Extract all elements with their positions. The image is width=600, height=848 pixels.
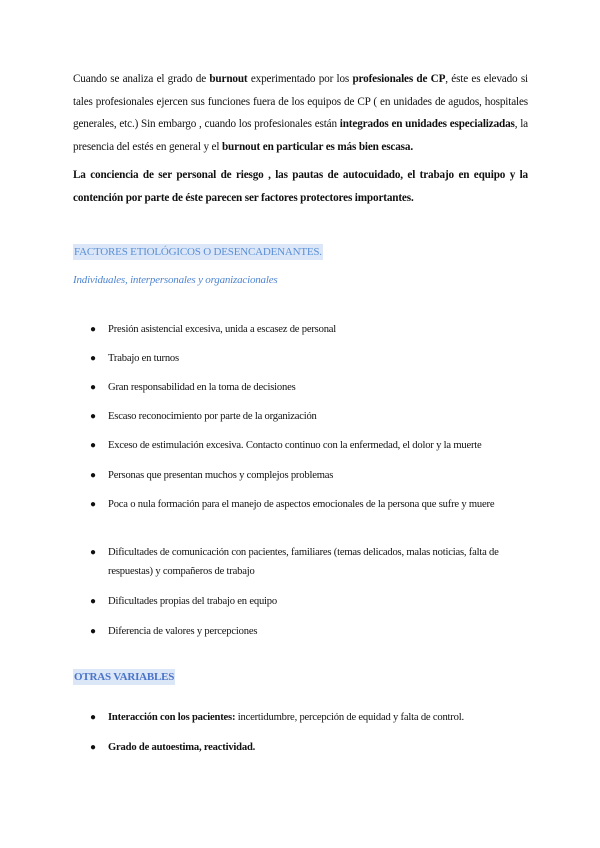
list-item-bold: Grado de autoestima, reactividad. <box>108 742 256 753</box>
bullet-icon: ● <box>90 411 96 422</box>
bullet-icon: ● <box>90 596 96 607</box>
list-item <box>90 320 528 339</box>
intro-paragraph <box>73 68 528 158</box>
bullet-icon: ● <box>90 547 96 558</box>
list-item-text: Escaso reconocimiento por parte de la organización <box>108 411 317 422</box>
list-item-text: Diferencia de valores y percepciones <box>108 626 258 637</box>
bullet-icon: ● <box>90 712 96 723</box>
intro-text-2: experimentado por los <box>247 73 353 85</box>
intro-bold-burnout-escasa: burnout en particular es más bien escasa. <box>221 140 413 153</box>
intro-text-4: , la presencia del estés en general y el <box>73 118 528 153</box>
bullet-icon: ● <box>90 382 96 393</box>
list-item <box>90 543 528 581</box>
bullet-icon: ● <box>90 324 96 335</box>
list-item-text: Dificultades propias del trabajo en equipo <box>108 596 277 607</box>
bullet-icon: ● <box>90 440 96 451</box>
list-item <box>90 495 528 514</box>
list-item <box>90 592 528 611</box>
list-item <box>90 708 528 727</box>
list-item <box>90 738 528 757</box>
bullet-icon: ● <box>90 499 96 510</box>
intro-bold-profesionales: profesionales de CP <box>352 73 446 85</box>
list-item-text: incertidumbre, percepción de equidad y falta de control. <box>235 712 464 723</box>
list-item-text: Dificultades de comunicación con pacientes, familiares (temas delicados, malas noticias, falta de respuestas) y compañeros de trabajo <box>108 547 499 577</box>
list-item-text: Poca o nula formación para el manejo de aspectos emocionales de la persona que sufre y muere <box>108 499 495 510</box>
section-heading-otras-variables: OTRAS VARIABLES <box>74 671 175 683</box>
list-item <box>90 378 528 397</box>
list-item-text: Presión asistencial excesiva, unida a escasez de personal <box>108 324 337 335</box>
section-subtitle: Individuales, interpersonales y organizacionales <box>73 274 278 286</box>
list-item <box>90 622 528 641</box>
list-item-bold: Interacción con los pacientes: <box>108 712 236 723</box>
bullet-icon: ● <box>90 626 96 637</box>
intro-bold-burnout: burnout <box>209 73 248 85</box>
intro-text-3: , éste es elevado si tales profesionales ejercen sus funciones fuera de los equipos de CP ( en unidades de agudos, hospitales generales, etc.) Sin embargo , cuando los profesionales están <box>73 73 528 130</box>
list-item <box>90 407 528 426</box>
bullet-icon: ● <box>90 353 96 364</box>
intro-bold-integrados: integrados en unidades especializadas <box>339 118 515 130</box>
protective-factors-text: La conciencia de ser personal de riesgo , las pautas de autocuidado, el trabajo en equipo y la contención por parte de éste parecen ser factores protectores importantes. <box>73 169 528 204</box>
intro-text-1: Cuando se analiza el grado de <box>73 73 210 85</box>
list-item-text: Personas que presentan muchos y complejos problemas <box>108 470 334 481</box>
list-item-text: Gran responsabilidad en la toma de decisiones <box>108 382 296 393</box>
bullet-icon: ● <box>90 470 96 481</box>
list-item <box>90 466 528 485</box>
list-item-text: Exceso de estimulación excesiva. Contacto continuo con la enfermedad, el dolor y la muerte <box>108 440 482 451</box>
bullet-icon: ● <box>90 742 96 753</box>
section-heading-factores: FACTORES ETIOLÓGICOS O DESENCADENANTES. <box>74 246 322 258</box>
list-item-text: Trabajo en turnos <box>108 353 179 364</box>
list-item <box>90 436 528 455</box>
list-item <box>90 349 528 368</box>
protective-factors-paragraph <box>73 164 528 209</box>
